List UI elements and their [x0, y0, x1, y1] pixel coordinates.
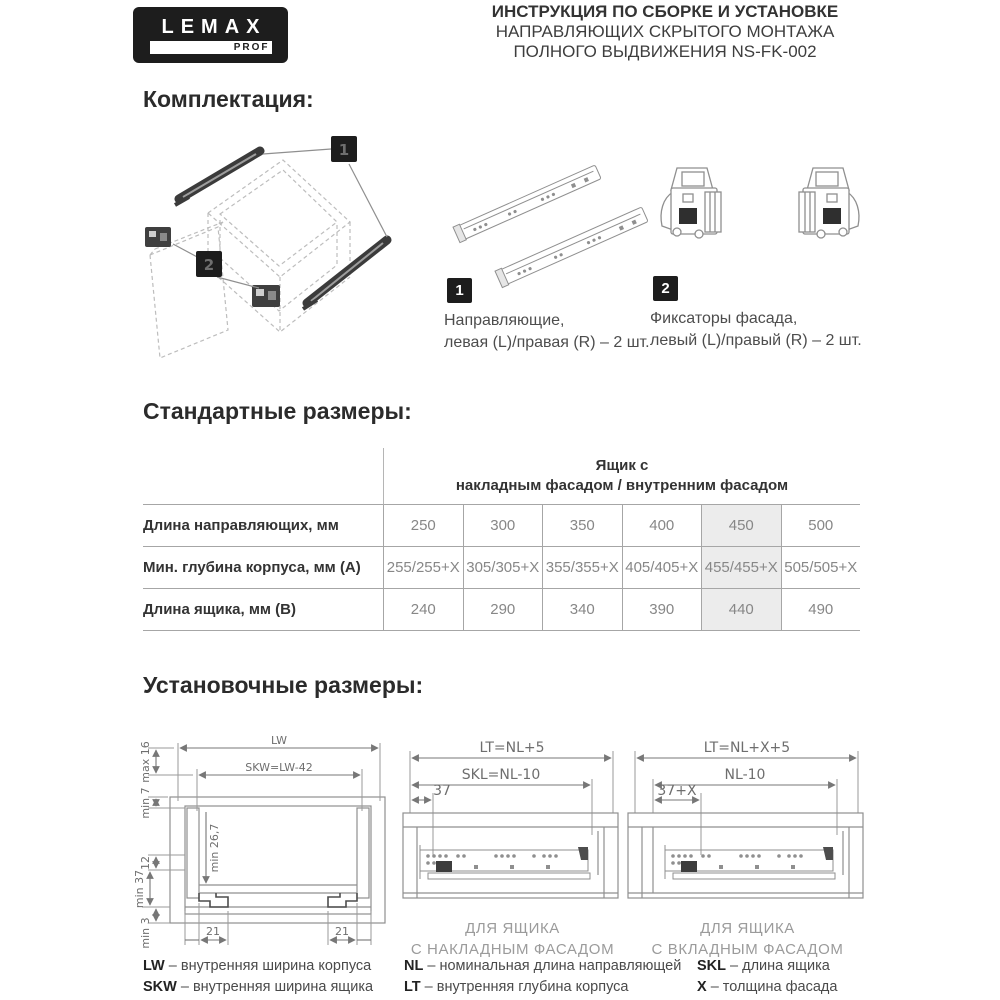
legend-item [143, 977, 398, 998]
svg-text:max 16: max 16 [139, 741, 152, 783]
svg-text:21: 21 [335, 925, 349, 938]
legend-item [697, 977, 877, 998]
svg-text:LW: LW [271, 734, 287, 747]
svg-text:NL-10: NL-10 [724, 767, 766, 783]
legend-column-3 [697, 956, 877, 998]
title-line-2: НАПРАВЛЯЮЩИХ СКРЫТОГО МОНТАЖА [495, 22, 835, 41]
section-heading-komplekt: Комплектация: [143, 86, 314, 112]
svg-text:LT=NL+5: LT=NL+5 [479, 740, 545, 756]
table-cell: 290 [463, 589, 543, 631]
table-cell-highlighted: 455/455+X [701, 547, 781, 589]
table-cell: 305/305+X [463, 547, 543, 589]
table-row-label: Длина направляющих, мм [143, 505, 383, 547]
svg-text:37: 37 [433, 783, 451, 799]
table-row-label: Длина ящика, мм (В) [143, 589, 383, 631]
legend-desc: – толщина фасада [710, 979, 838, 995]
part-2-caption [650, 308, 862, 352]
part-2-caption-line1: Фиксаторы фасада, [650, 310, 798, 327]
table-cell: 355/355+X [542, 547, 622, 589]
table-cell: 350 [542, 505, 622, 547]
table-row-label: Мин. глубина корпуса, мм (А) [143, 547, 383, 589]
lemax-logo [133, 7, 288, 63]
legend-item [697, 956, 877, 977]
legend-desc: – длина ящика [730, 958, 830, 974]
table-cell-highlighted: 450 [701, 505, 781, 547]
svg-text:1: 1 [338, 141, 350, 159]
front-view-dimension-drawing [133, 734, 395, 960]
part-1-caption [444, 310, 650, 354]
legend-abbr: SKL [697, 958, 726, 974]
table-cell: 240 [383, 589, 463, 631]
document-title [445, 2, 885, 62]
badge-1 [447, 278, 472, 303]
overlay-caption-line1: ДЛЯ ЯЩИКА [465, 920, 560, 937]
svg-text:12: 12 [139, 856, 152, 870]
legend-abbr: LW [143, 958, 165, 974]
legend-desc: – внутренняя глубина корпуса [424, 979, 629, 995]
table-cell: 500 [781, 505, 861, 547]
table-cell: 405/405+X [622, 547, 702, 589]
legend-abbr: LT [404, 979, 421, 995]
legend-desc: – номинальная длина направляющей [427, 958, 682, 974]
table-header [383, 448, 860, 505]
inset-caption-line1: ДЛЯ ЯЩИКА [700, 920, 795, 937]
rail-right-icon [303, 240, 387, 309]
legend-item [404, 956, 694, 977]
table-cell: 250 [383, 505, 463, 547]
fixator-bottom-icon [252, 285, 280, 307]
svg-text:min 37: min 37 [133, 869, 146, 909]
logo-brand-text: LEMAX [161, 16, 267, 38]
svg-text:37+X: 37+X [657, 783, 697, 799]
table-cell-highlighted: 440 [701, 589, 781, 631]
section-heading-install: Установочные размеры: [143, 672, 424, 698]
side-view-inset-drawing [625, 735, 870, 910]
svg-text:2: 2 [203, 256, 215, 274]
svg-text:SKL=NL-10: SKL=NL-10 [461, 767, 541, 783]
part-1-caption-line2: левая (L)/правая (R) – 2 шт. [444, 334, 650, 351]
legend-desc: – внутренняя ширина ящика [180, 979, 374, 995]
rail-left-icon [175, 151, 260, 205]
part-1-caption-line1: Направляющие, [444, 312, 565, 329]
badge-2-drawing [196, 251, 222, 277]
table-cell: 505/505+X [781, 547, 861, 589]
legend-item [143, 956, 398, 977]
table-cell: 490 [781, 589, 861, 631]
exploded-drawer-drawing [135, 125, 425, 370]
table-cell: 340 [542, 589, 622, 631]
title-line-3: ПОЛНОГО ВЫДВИЖЕНИЯ NS-FK-002 [513, 42, 817, 61]
section-heading-standard: Стандартные размеры: [143, 398, 412, 424]
table-cell: 400 [622, 505, 702, 547]
table-cell: 390 [622, 589, 702, 631]
overlay-caption [400, 918, 625, 960]
table-cell: 300 [463, 505, 543, 547]
legend-abbr: NL [404, 958, 424, 974]
fixators-pair-drawing [655, 160, 865, 275]
svg-text:21: 21 [206, 925, 220, 938]
badge-2-number: 2 [661, 280, 670, 297]
badge-2 [653, 276, 678, 301]
table-header-line1: Ящик с [595, 457, 649, 474]
overlay-caption-line2: С НАКЛАДНЫМ ФАСАДОМ [410, 941, 615, 958]
badge-1-drawing [331, 136, 357, 162]
legend-column-2 [404, 956, 694, 998]
fixator-left-icon [145, 227, 171, 247]
svg-text:min 26,7: min 26,7 [208, 823, 221, 873]
inset-caption-line2: С ВКЛАДНЫМ ФАСАДОМ [651, 941, 844, 958]
legend-abbr: SKW [143, 979, 177, 995]
legend-desc: – внутренняя ширина корпуса [168, 958, 372, 974]
svg-text:min 7: min 7 [139, 787, 152, 819]
rails-pair-drawing [440, 138, 645, 278]
part-2-caption-line2: левый (L)/правый (R) – 2 шт. [650, 332, 862, 349]
title-line-1: ИНСТРУКЦИЯ ПО СБОРКЕ И УСТАНОВКЕ [491, 2, 839, 21]
logo-bar [150, 41, 272, 54]
table-cell: 255/255+X [383, 547, 463, 589]
table-header-line2: накладным фасадом / внутренним фасадом [455, 477, 789, 494]
legend-abbr: X [697, 979, 707, 995]
legend-column-1 [143, 956, 398, 998]
legend-item [404, 977, 694, 998]
svg-text:SKW=LW-42: SKW=LW-42 [245, 761, 313, 774]
svg-text:min 3: min 3 [139, 917, 152, 949]
side-view-overlay-drawing [400, 735, 625, 910]
inset-caption [625, 918, 870, 960]
table-corner-cell [143, 448, 383, 505]
svg-text:LT=NL+X+5: LT=NL+X+5 [703, 740, 791, 756]
standard-sizes-table [143, 448, 860, 631]
logo-sub-text: PROF [233, 41, 270, 53]
badge-1-number: 1 [455, 282, 464, 299]
